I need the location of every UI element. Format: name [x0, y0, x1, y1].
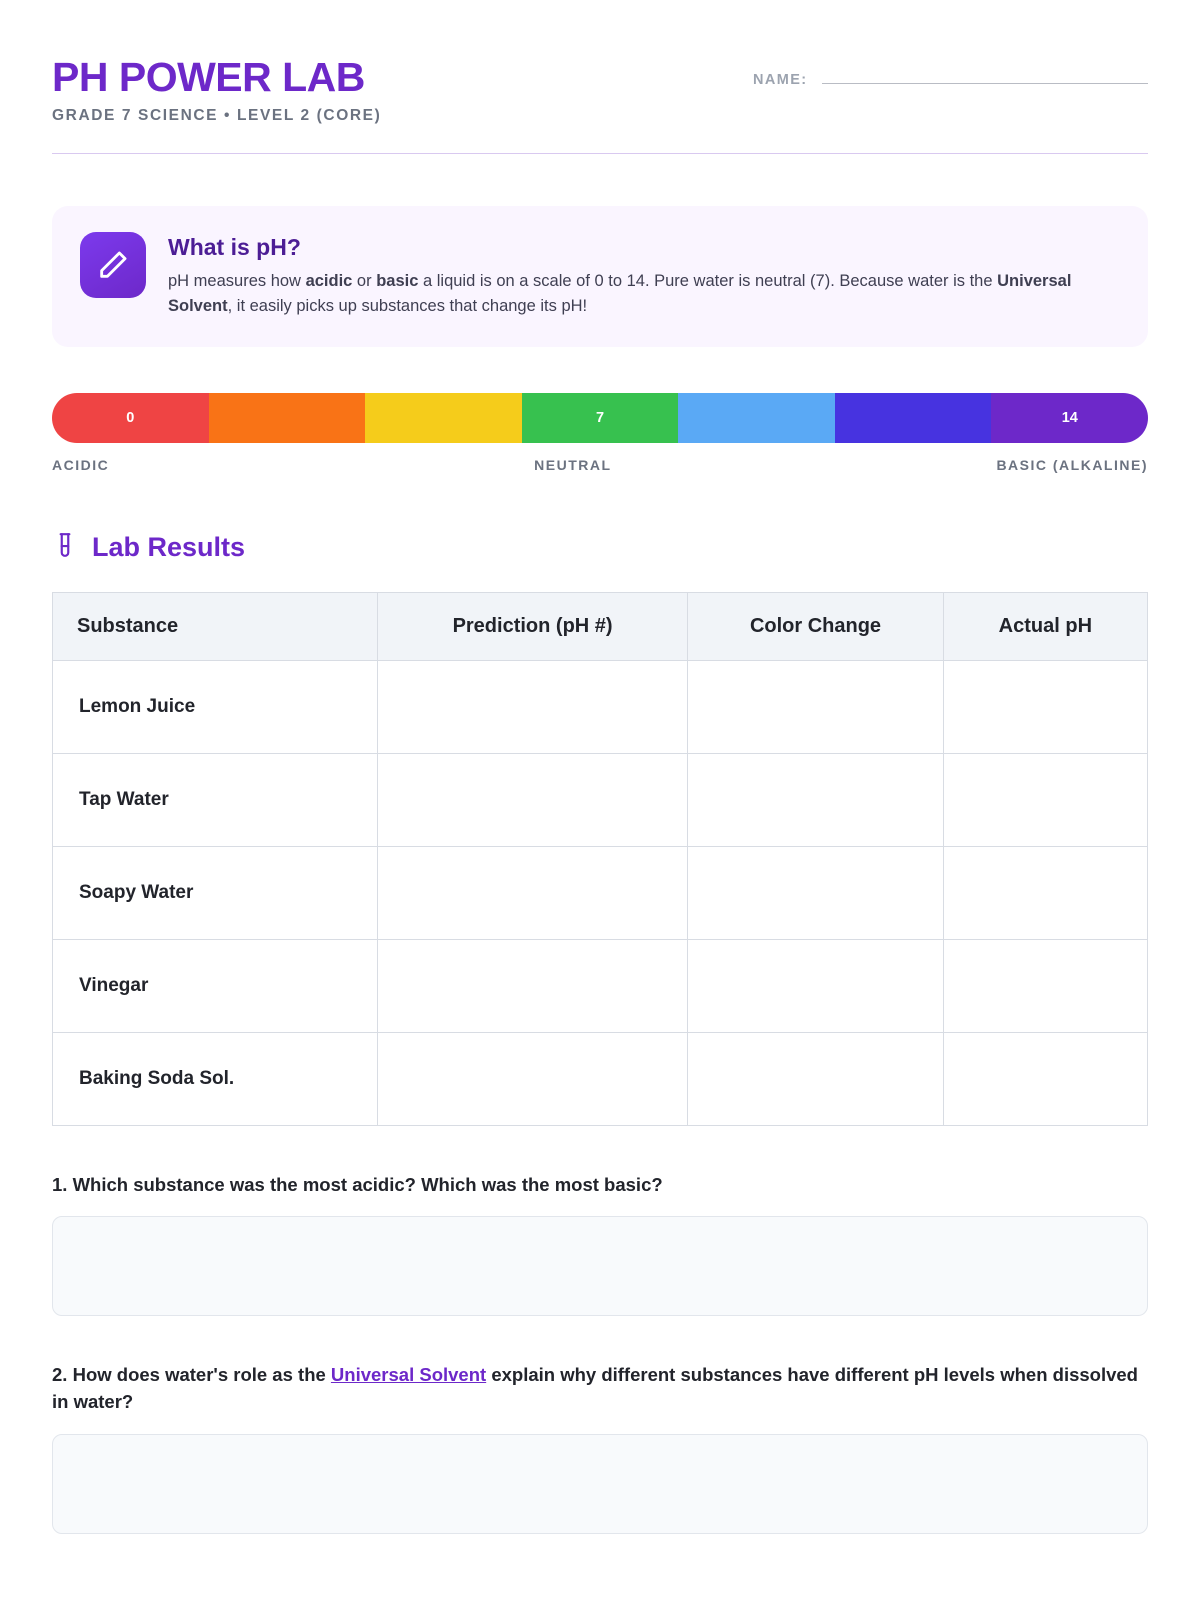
lab-results-heading — [52, 531, 1148, 564]
callout-title: What is pH? — [168, 234, 301, 260]
cell-color-change[interactable] — [688, 939, 943, 1032]
name-label: NAME: — [753, 72, 808, 88]
question-2-answer-box[interactable] — [52, 1434, 1148, 1534]
name-input-line[interactable] — [822, 64, 1148, 84]
ph-scale-bar — [52, 393, 1148, 443]
ph-scale — [52, 393, 1148, 473]
question-2-text — [52, 1362, 1148, 1416]
cell-substance: Tap Water — [53, 753, 378, 846]
cell-substance: Soapy Water — [53, 846, 378, 939]
cell-actual-ph[interactable] — [943, 846, 1147, 939]
table-header-row — [53, 592, 1148, 660]
table-row — [53, 939, 1148, 1032]
lab-results-table — [52, 592, 1148, 1126]
pencil-icon — [80, 232, 146, 298]
column-header-prediction: Prediction (pH #) — [377, 592, 688, 660]
ph-label-basic: BASIC (ALKALINE) — [996, 456, 1148, 473]
ph-segment-6: 14 — [991, 393, 1148, 443]
cell-substance: Vinegar — [53, 939, 378, 1032]
name-field-group — [753, 40, 1148, 88]
header-divider — [52, 153, 1148, 154]
test-tube-icon — [52, 531, 78, 564]
ph-label-neutral: NEUTRAL — [534, 456, 612, 473]
callout-text-4: , it easily picks up substances that change its pH! — [227, 296, 588, 315]
table-row — [53, 846, 1148, 939]
ph-segment-1 — [209, 393, 366, 443]
question-1 — [52, 1172, 1148, 1317]
ph-segment-5 — [835, 393, 992, 443]
cell-prediction[interactable] — [377, 660, 688, 753]
callout-text — [168, 269, 1098, 319]
cell-prediction[interactable] — [377, 939, 688, 1032]
cell-actual-ph[interactable] — [943, 1032, 1147, 1125]
question-1-text — [52, 1172, 1148, 1199]
ph-segment-3: 7 — [522, 393, 679, 443]
question-1-body: Which substance was the most acidic? Which was the most basic? — [72, 1173, 663, 1195]
question-2-number: 2. — [52, 1364, 68, 1386]
callout-bold-acidic: acidic — [305, 272, 353, 290]
universal-solvent-link[interactable]: Universal Solvent — [330, 1364, 487, 1386]
cell-substance: Lemon Juice — [53, 660, 378, 753]
question-1-number: 1. — [52, 1173, 68, 1195]
cell-color-change[interactable] — [688, 846, 943, 939]
question-2-body-before: How does water's role as the — [72, 1364, 331, 1386]
info-callout — [52, 206, 1148, 347]
ph-segment-0: 0 — [52, 393, 209, 443]
callout-body — [168, 232, 1098, 319]
ph-scale-labels — [52, 457, 1148, 473]
section-title: Lab Results — [92, 531, 246, 562]
column-header-actual-ph: Actual pH — [943, 592, 1147, 660]
cell-actual-ph[interactable] — [943, 753, 1147, 846]
cell-prediction[interactable] — [377, 1032, 688, 1125]
cell-prediction[interactable] — [377, 753, 688, 846]
ph-segment-2 — [365, 393, 522, 443]
callout-text-1: pH measures how — [168, 272, 306, 290]
table-row — [53, 753, 1148, 846]
page-subtitle: GRADE 7 SCIENCE • LEVEL 2 (CORE) — [52, 107, 382, 124]
worksheet-header — [52, 40, 1148, 125]
ph-label-acidic: ACIDIC — [52, 456, 110, 473]
cell-color-change[interactable] — [688, 660, 943, 753]
table-row — [53, 660, 1148, 753]
cell-color-change[interactable] — [688, 753, 943, 846]
table-row — [53, 1032, 1148, 1125]
callout-text-2: or — [352, 272, 377, 290]
title-block — [52, 40, 381, 125]
cell-actual-ph[interactable] — [943, 939, 1147, 1032]
cell-color-change[interactable] — [688, 1032, 943, 1125]
question-2 — [52, 1362, 1148, 1534]
question-1-answer-box[interactable] — [52, 1216, 1148, 1316]
cell-actual-ph[interactable] — [943, 660, 1147, 753]
callout-text-3: a liquid is on a scale of 0 to 14. Pure water is neutral (7). Because water is the — [418, 272, 998, 290]
cell-substance: Baking Soda Sol. — [53, 1032, 378, 1125]
callout-bold-universal-solvent: Universal Solvent — [168, 272, 1072, 315]
ph-segment-4 — [678, 393, 835, 443]
callout-bold-basic: basic — [376, 272, 419, 290]
column-header-color-change: Color Change — [688, 592, 943, 660]
page-title: PH POWER LAB — [52, 54, 365, 100]
column-header-substance: Substance — [53, 592, 378, 660]
question-2-body-after: explain why different substances have different pH levels when dissolved in water? — [52, 1364, 1138, 1413]
cell-prediction[interactable] — [377, 846, 688, 939]
